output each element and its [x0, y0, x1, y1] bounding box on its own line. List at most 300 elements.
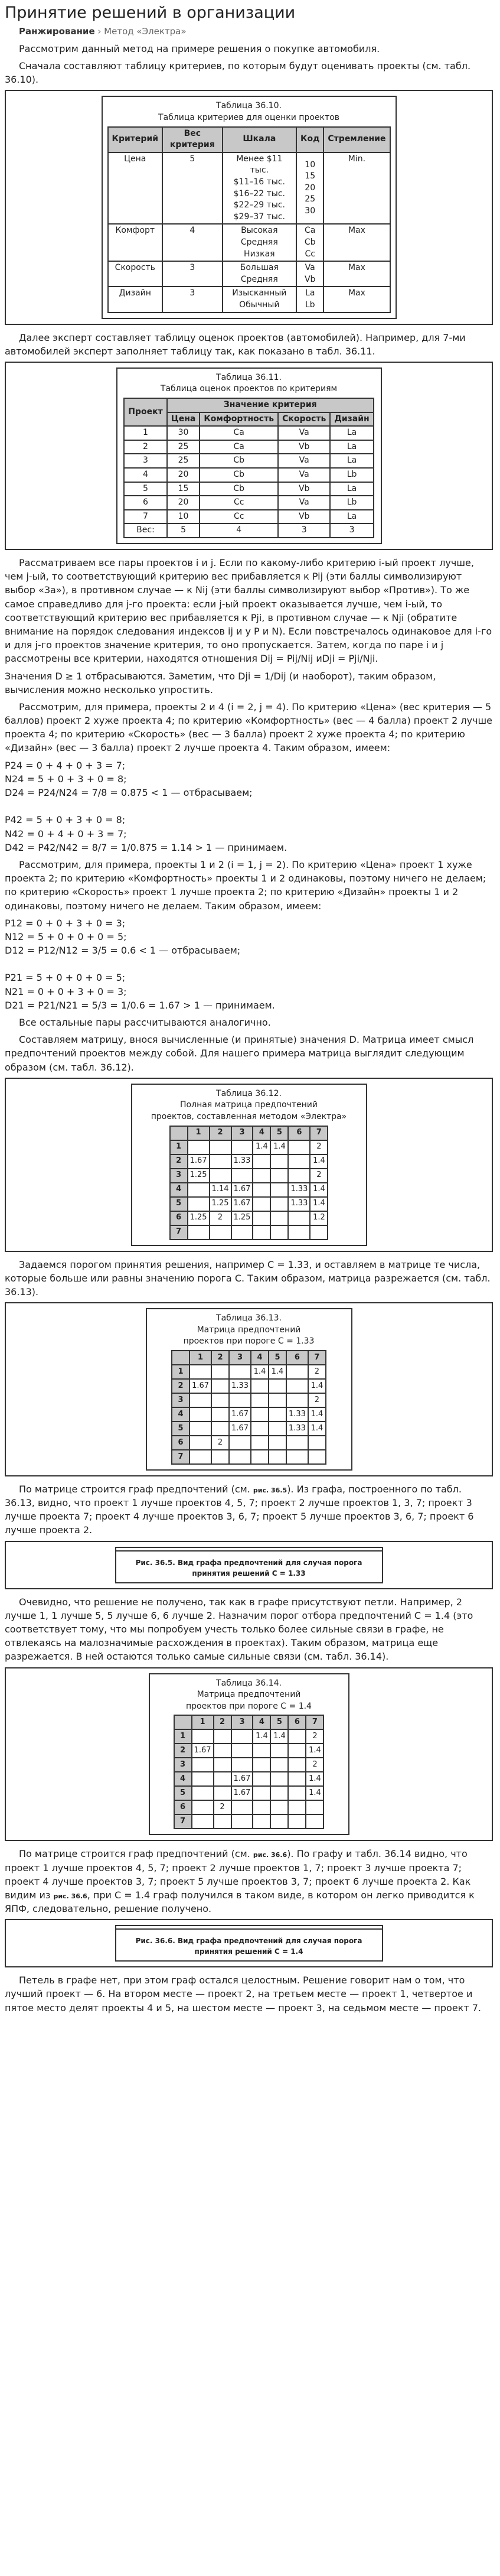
breadcrumb-separator: › [94, 26, 104, 37]
scale-item: $16–22 тыс. [233, 188, 285, 199]
matrix-cell [211, 1393, 229, 1407]
matrix-col-header: 1 [192, 1715, 214, 1729]
paragraph [5, 1847, 493, 1915]
matrix-cell [270, 1814, 288, 1829]
matrix-cell: 1.4 [310, 1197, 328, 1211]
criterion-aim: Max [323, 261, 390, 287]
column-header: Шкала [223, 127, 296, 152]
matrix-row [170, 1183, 328, 1197]
ratings-table [123, 398, 374, 538]
breadcrumb-electra[interactable]: Метод «Электра» [104, 26, 187, 37]
matrix-row [172, 1422, 326, 1436]
matrix-cell [306, 1814, 323, 1829]
matrix-row [172, 1450, 326, 1464]
paragraph: Далее эксперт составляет таблицу оценок проектов (автомобилей). Например, для 7-ми автомобилей эксперт заполняет таблицу так, как показано в табл. 36.11. [5, 331, 466, 357]
matrix-cell [306, 1800, 323, 1814]
code-item: Cb [304, 237, 316, 247]
criterion-weight: 4 [162, 224, 223, 261]
figure-36-5 [115, 1547, 383, 1583]
matrix-corner [174, 1715, 192, 1729]
code-item: Va [305, 263, 315, 273]
matrix-cell [192, 1729, 214, 1744]
equations [5, 759, 493, 854]
matrix-cell [189, 1393, 211, 1407]
equation: D24 = P24/N24 = 7/8 = 0.875 < 1 — отбрасываем; [5, 787, 253, 798]
matrix-cell [231, 1729, 253, 1744]
figure-link[interactable]: рис. 36.6 [253, 1851, 287, 1859]
matrix-cell [210, 1140, 231, 1154]
figure-link[interactable]: рис. 36.6 [53, 1892, 87, 1900]
criterion-aim: Max [323, 287, 390, 312]
matrix-cell [231, 1814, 253, 1829]
table-cell: Lb [330, 468, 373, 482]
matrix-cell [270, 1154, 288, 1169]
text: , при C = 1.4 граф получился в таком виде, в котором он легко приводится к ЯПФ, следовательно, решение получено. [5, 1889, 475, 1915]
table-row [108, 152, 390, 225]
matrix-row-header: 2 [172, 1379, 189, 1393]
table-cell: Ca [200, 426, 278, 440]
criterion-aim: Max [323, 224, 390, 261]
matrix-cell: 2 [306, 1729, 323, 1744]
matrix-row [170, 1211, 328, 1225]
scale-item: Средняя [240, 237, 278, 247]
matrix-header-row [172, 1351, 326, 1365]
matrix-cell [253, 1814, 270, 1829]
code-item: 15 [305, 171, 316, 181]
table-caption: проектов, составленная методом «Электра» [151, 1111, 347, 1121]
matrix-cell: 1.2 [310, 1211, 328, 1225]
matrix-cell [308, 1450, 326, 1464]
matrix-cell: 1.33 [231, 1154, 253, 1169]
criterion-scale [223, 152, 296, 225]
table-cell: 10 [167, 510, 200, 524]
criterion-scale [223, 287, 296, 312]
matrix-cell: 1.33 [288, 1197, 310, 1211]
scale-item: Обычный [239, 300, 280, 310]
matrix-row-header: 5 [170, 1197, 188, 1211]
matrix-cell [253, 1197, 270, 1211]
matrix-cell: 2 [211, 1436, 229, 1450]
criterion-scale [223, 224, 296, 261]
matrix-cell [253, 1758, 270, 1772]
table-cell: 20 [167, 468, 200, 482]
table-caption: Таблица 36.13. [216, 1313, 282, 1323]
code-item: 20 [305, 183, 316, 193]
matrix-row-header: 6 [170, 1211, 188, 1225]
matrix-cell [189, 1365, 211, 1379]
matrix-cell [192, 1786, 214, 1800]
table-cell: Cb [200, 468, 278, 482]
matrix-cell: 2 [210, 1211, 231, 1225]
matrix-col-header: 7 [308, 1351, 326, 1365]
matrix-cell [269, 1450, 286, 1464]
paragraph: Рассмотрим, для примера, проекты 2 и 4 (i = 2, j = 4). По критерию «Цена» (вес критерия — 5 баллов) проект 2 хуже проекта 4; по критерию «Комфортность» (вес — 4 балла) проект 2 лучше проекта 4; по критерию «Скорость» (вес — 3 балла) проект 2 хуже проекта 4; по критерию «Дизайн» (вес — 3 балла) проект 2 лучше проекта 4. Таким образом, имеем: [5, 701, 492, 754]
table-caption: Таблица 36.10. [216, 101, 282, 111]
matrix-cell [253, 1211, 270, 1225]
matrix-cell [270, 1786, 288, 1800]
matrix-col-header: 3 [231, 1126, 253, 1140]
table-cell: 4 [124, 468, 166, 482]
matrix-col-header: 4 [253, 1715, 270, 1729]
table-cell: 3 [330, 523, 373, 538]
matrix-cell: 1.67 [188, 1154, 210, 1169]
matrix-cell: 2 [308, 1365, 326, 1379]
matrix-cell [188, 1183, 210, 1197]
matrix-cell [310, 1225, 328, 1240]
column-header: Значение критерия [167, 398, 374, 412]
table-row [124, 510, 373, 524]
matrix-cell [270, 1772, 288, 1786]
matrix-col-header: 4 [253, 1126, 270, 1140]
matrix-cell [288, 1729, 306, 1744]
matrix-row-header: 3 [174, 1758, 192, 1772]
table-cell: La [330, 482, 373, 496]
matrix-cell [270, 1197, 288, 1211]
matrix-row-header: 1 [174, 1729, 192, 1744]
matrix-col-header: 1 [189, 1351, 211, 1365]
matrix-cell [231, 1225, 253, 1240]
matrix-cell [286, 1436, 308, 1450]
paragraph [5, 1482, 493, 1537]
paragraph: Рассмотрим данный метод на примере решения о покупке автомобиля. [19, 43, 380, 54]
matrix-header-row [170, 1126, 328, 1140]
text: По матрице строится граф предпочтений (см. [19, 1848, 250, 1860]
matrix-row-header: 3 [172, 1393, 189, 1407]
matrix-cell [288, 1140, 310, 1154]
table-caption: Таблица критериев для оценки проектов [158, 113, 339, 122]
paragraph: Задаемся порогом принятия решения, например C = 1.33, и оставляем в матрице те числа, которые больше или равны значению порога C. Таким образом, матрица разрежается (см. табл. 36.13). [5, 1258, 491, 1297]
paragraph: Составляем матрицу, внося вычисленные (и принятые) значения D. Матрица имеет смысл предпочтений проектов между собой. Для нашего примера матрица выглядит следующим образом (см. табл. 36.12). [5, 1034, 474, 1073]
matrix-cell [286, 1379, 308, 1393]
matrix-cell: 1.4 [269, 1365, 286, 1379]
table-caption: Матрица предпочтений [197, 1325, 301, 1335]
table-cell: 5 [124, 482, 166, 496]
column-header: Вес критерия [162, 127, 223, 152]
matrix-cell: 1.67 [231, 1772, 253, 1786]
column-header: Проект [124, 398, 166, 426]
scale-item: $11–16 тыс. [233, 177, 285, 187]
column-header: Скорость [278, 412, 330, 427]
matrix-cell [189, 1436, 211, 1450]
table-cell: Cb [200, 482, 278, 496]
matrix-cell [189, 1450, 211, 1464]
criterion-scale [223, 261, 296, 287]
criterion-weight: 3 [162, 261, 223, 287]
criterion-weight: 3 [162, 287, 223, 312]
matrix-table [171, 1350, 326, 1465]
matrix-cell [231, 1800, 253, 1814]
criterion-name: Цена [108, 152, 163, 225]
code-item: 30 [305, 206, 316, 216]
matrix-cell [286, 1450, 308, 1464]
matrix-cell: 1.4 [253, 1140, 270, 1154]
matrix-row-header: 7 [172, 1450, 189, 1464]
table-cell: La [330, 440, 373, 454]
table-caption: Таблица 36.14. [216, 1678, 282, 1688]
equation: D12 = P12/N12 = 3/5 = 0.6 < 1 — отбрасываем; [5, 945, 241, 957]
matrix-cell [253, 1154, 270, 1169]
column-header: Код [296, 127, 323, 152]
table-row [124, 496, 373, 510]
matrix-col-header: 4 [251, 1351, 269, 1365]
matrix-cell [189, 1422, 211, 1436]
matrix-cell [214, 1758, 231, 1772]
matrix-row [174, 1800, 324, 1814]
matrix-cell [288, 1744, 306, 1758]
matrix-col-header: 5 [269, 1351, 286, 1365]
matrix-row [170, 1140, 328, 1154]
table-cell: 20 [167, 496, 200, 510]
equation: D21 = P21/N21 = 5/3 = 1/0.6 = 1.67 > 1 — принимаем. [5, 999, 275, 1011]
table-caption: Таблица оценок проектов по критериям [160, 384, 338, 394]
code-item: 25 [305, 194, 316, 204]
matrix-cell [210, 1225, 231, 1240]
matrix-cell: 1.25 [210, 1197, 231, 1211]
scale-item: Средняя [240, 274, 278, 284]
matrix-col-header: 2 [210, 1126, 231, 1140]
matrix-cell [231, 1744, 253, 1758]
text: По матрице строится граф предпочтений (см. [19, 1483, 250, 1495]
table-box [102, 96, 397, 318]
table-cell: 30 [167, 426, 200, 440]
scale-item: $22–29 тыс. [233, 200, 285, 210]
matrix-col-header: 3 [229, 1351, 251, 1365]
matrix-cell: 1.67 [231, 1197, 253, 1211]
matrix-cell [192, 1758, 214, 1772]
criterion-code [296, 152, 323, 225]
matrix-row-header: 1 [172, 1365, 189, 1379]
table-box [146, 1308, 352, 1471]
matrix-cell [189, 1407, 211, 1422]
matrix-row-header: 7 [170, 1225, 188, 1240]
table-cell: Va [278, 454, 330, 468]
matrix-cell [270, 1183, 288, 1197]
matrix-cell: 1.14 [210, 1183, 231, 1197]
paragraph: Петель в графе нет, при этом граф остался целостным. Решение говорит нам о том, что лучший проект — 6. На втором месте — проект 2, на третьем месте — проект 1, четвертое и пятое место делят проекты 4 и 5, на шестом месте — проект 3, на седьмом месте — проект 7. [5, 1975, 481, 2014]
table-cell: Вес: [124, 523, 166, 538]
criterion-aim: Min. [323, 152, 390, 225]
matrix-cell [211, 1422, 229, 1436]
matrix-col-header: 2 [214, 1715, 231, 1729]
equations [5, 916, 493, 1012]
table-box [116, 367, 382, 544]
matrix-row [170, 1169, 328, 1183]
matrix-cell: 1.4 [251, 1365, 269, 1379]
figure-frame-36-5 [5, 1541, 493, 1589]
table-caption: Таблица 36.12. [216, 1088, 282, 1098]
matrix-cell [253, 1169, 270, 1183]
matrix-cell [270, 1225, 288, 1240]
matrix-col-header: 1 [188, 1126, 210, 1140]
matrix-cell: 1.4 [306, 1786, 323, 1800]
matrix-cell [188, 1140, 210, 1154]
scale-item: Изысканный [232, 288, 287, 298]
code-item: Ca [305, 226, 316, 236]
column-header: Дизайн [330, 412, 373, 427]
code-item: 10 [305, 160, 316, 170]
matrix-cell [269, 1379, 286, 1393]
matrix-cell [269, 1436, 286, 1450]
code-item: La [305, 288, 315, 298]
matrix-row-header: 5 [174, 1786, 192, 1800]
matrix-cell [229, 1436, 251, 1450]
paragraph: Все остальные пары рассчитываются аналогично. [19, 1017, 271, 1028]
criteria-table [107, 126, 391, 313]
breadcrumb [19, 25, 493, 38]
matrix-cell [214, 1814, 231, 1829]
matrix-row-header: 2 [170, 1154, 188, 1169]
breadcrumb-ranking[interactable]: Ранжирование [19, 26, 95, 37]
matrix-corner [170, 1126, 188, 1140]
matrix-col-header: 7 [310, 1126, 328, 1140]
matrix-row [174, 1786, 324, 1800]
matrix-cell [253, 1786, 270, 1800]
text: ). Из графа, построенного по табл. 36.13, видно, что проект 1 лучше проектов 4, 5, 7; проект 2 лучше проектов 1, 3, 7; проект 3 лучше проекта 7; проект 4 лучше проектов 3, 6, 7; проект 5 лучше проектов 3, 6, 7; проект 6 лучше проекта 2. [5, 1483, 474, 1536]
paragraph: Рассмотрим, для примера, проекты 1 и 2 (i = 1, j = 2). По критерию «Цена» проект 1 хуже проекта 2; по критерию «Комфортность» проекты 1 и 2 одинаковы, поэтому ничего не делаем; по критерию «Скорость» проект 1 лучше проекта 2; по критерию «Дизайн» проекты 1 и 2 одинаковы, поэтому ничего не делаем. Таким образом, имеем: [5, 858, 486, 912]
column-header: Комфортность [200, 412, 278, 427]
matrix-cell [270, 1169, 288, 1183]
equation: P21 = 5 + 0 + 0 + 0 = 5; [5, 972, 126, 984]
matrix-cell [214, 1772, 231, 1786]
matrix-col-header: 5 [270, 1126, 288, 1140]
table-caption: проектов при пороге C = 1.33 [183, 1336, 315, 1346]
matrix-col-header: 6 [286, 1351, 308, 1365]
scale-item: Высокая [241, 226, 278, 236]
criterion-name: Комфорт [108, 224, 163, 261]
criterion-name: Скорость [108, 261, 163, 287]
matrix-row-header: 5 [172, 1422, 189, 1436]
matrix-row [172, 1407, 326, 1422]
matrix-row [174, 1814, 324, 1829]
table-frame-36-12 [5, 1078, 493, 1252]
matrix-cell [231, 1140, 253, 1154]
table-row [124, 482, 373, 496]
matrix-row-header: 6 [172, 1436, 189, 1450]
column-header: Критерий [108, 127, 163, 152]
matrix-cell [229, 1365, 251, 1379]
table-cell: Va [278, 468, 330, 482]
matrix-row [172, 1379, 326, 1393]
column-header: Стремление [323, 127, 390, 152]
scale-item: Менее $11 тыс. [236, 154, 283, 175]
column-header: Цена [167, 412, 200, 427]
matrix-row-header: 4 [172, 1407, 189, 1422]
matrix-cell [251, 1379, 269, 1393]
matrix-cell [251, 1393, 269, 1407]
scale-item: Низкая [244, 249, 275, 259]
matrix-cell [231, 1758, 253, 1772]
matrix-cell [288, 1225, 310, 1240]
table-cell: 6 [124, 496, 166, 510]
matrix-row-header: 3 [170, 1169, 188, 1183]
matrix-cell: 1.33 [286, 1407, 308, 1422]
table-cell: Cb [200, 454, 278, 468]
table-row [124, 523, 373, 538]
table-cell: 7 [124, 510, 166, 524]
table-box [149, 1673, 349, 1836]
table-row [108, 261, 390, 287]
matrix-cell [286, 1365, 308, 1379]
matrix-cell [214, 1729, 231, 1744]
table-frame-36-10 [5, 90, 493, 324]
figure-36-6 [115, 1925, 383, 1962]
matrix-cell [210, 1154, 231, 1169]
matrix-cell: 1.4 [270, 1729, 288, 1744]
table-frame-36-13 [5, 1302, 493, 1476]
matrix-cell [251, 1422, 269, 1436]
paragraph: Сначала составляют таблицу критериев, по которым будут оценивать проекты (см. табл. 36.10). [5, 60, 471, 86]
matrix-cell [288, 1169, 310, 1183]
paragraph: Рассматриваем все пары проектов i и j. Если по какому-либо критерию i-ый проект лучше, чем j-ый, то соответствующий критерию вес прибавляется к Pij (эти баллы символизируют выбор «За»), в противном случае — к Nij (эти баллы символизируют выбор «Против»). То же самое справедливо для j-го проекта: если j-ый проект оказывается лучше, чем i-ый, то соответствующий критерию вес прибавляется к Pji, в противном случае — к Nji (обратите внимание на порядок следования индексов ij и у P и N). Если повстречалось одинаковое для i-го и для j-го проектов значение критерия, то оно пропускается. Затем, когда по паре i и j рассмотрены все критерии, находятся отношения Dij = Pij/Nij иDji = Pji/Nji. [5, 557, 492, 665]
table-cell: La [330, 510, 373, 524]
matrix-cell: 1.67 [192, 1744, 214, 1758]
figure-link[interactable]: рис. 36.5 [253, 1486, 287, 1494]
matrix-cell [288, 1758, 306, 1772]
matrix-cell: 1.67 [231, 1183, 253, 1197]
table-row [124, 426, 373, 440]
equation: P24 = 0 + 4 + 0 + 3 = 7; [5, 759, 126, 771]
matrix-cell [286, 1393, 308, 1407]
matrix-cell: 1.4 [310, 1183, 328, 1197]
matrix-row [174, 1758, 324, 1772]
matrix-cell: 1.4 [306, 1772, 323, 1786]
equation: N42 = 0 + 4 + 0 + 3 = 7; [5, 828, 127, 840]
equation: N21 = 0 + 0 + 3 + 0 = 3; [5, 985, 127, 997]
matrix-row-header: 4 [174, 1772, 192, 1786]
table-caption: Таблица 36.11. [216, 372, 282, 382]
matrix-cell [192, 1772, 214, 1786]
page-title: Принятие решений в организации [5, 4, 296, 22]
matrix-col-header: 6 [288, 1715, 306, 1729]
matrix-cell [231, 1169, 253, 1183]
matrix-cell [211, 1450, 229, 1464]
matrix-col-header: 6 [288, 1126, 310, 1140]
figure-caption: Рис. 36.6. Вид графа предпочтений для случая порога принятия решений C = 1.4 [135, 1937, 362, 1956]
matrix-cell [269, 1393, 286, 1407]
equation: D42 = P42/N42 = 8/7 = 1/0.875 = 1.14 > 1 — принимаем. [5, 841, 287, 853]
matrix-cell: 1.33 [286, 1422, 308, 1436]
matrix-cell: 1.67 [229, 1407, 251, 1422]
table-cell: La [330, 426, 373, 440]
matrix-cell [253, 1183, 270, 1197]
matrix-cell [251, 1407, 269, 1422]
matrix-cell [251, 1436, 269, 1450]
table-cell: 2 [124, 440, 166, 454]
matrix-cell [211, 1365, 229, 1379]
matrix-row [174, 1729, 324, 1744]
matrix-col-header: 7 [306, 1715, 323, 1729]
code-item: Cc [305, 249, 315, 259]
matrix-cell: 2 [214, 1800, 231, 1814]
matrix-cell: 1.4 [310, 1154, 328, 1169]
table-cell: 5 [167, 523, 200, 538]
table-cell: Lb [330, 496, 373, 510]
matrix-cell [192, 1814, 214, 1829]
matrix-cell [210, 1169, 231, 1183]
table-box [131, 1084, 367, 1246]
matrix-cell [270, 1758, 288, 1772]
matrix-cell [253, 1225, 270, 1240]
paragraph: Значения D ≥ 1 отбрасываются. Заметим, что Dji = 1/Dij (и наоборот), таким образом, вычисления можно несколько упростить. [5, 670, 436, 695]
matrix-cell [192, 1800, 214, 1814]
matrix-cell: 2 [306, 1758, 323, 1772]
matrix-row [174, 1772, 324, 1786]
matrix-col-header: 3 [231, 1715, 253, 1729]
matrix-cell: 2 [310, 1140, 328, 1154]
matrix-row [172, 1365, 326, 1379]
table-row [124, 440, 373, 454]
table-caption: Полная матрица предпочтений [180, 1100, 318, 1110]
